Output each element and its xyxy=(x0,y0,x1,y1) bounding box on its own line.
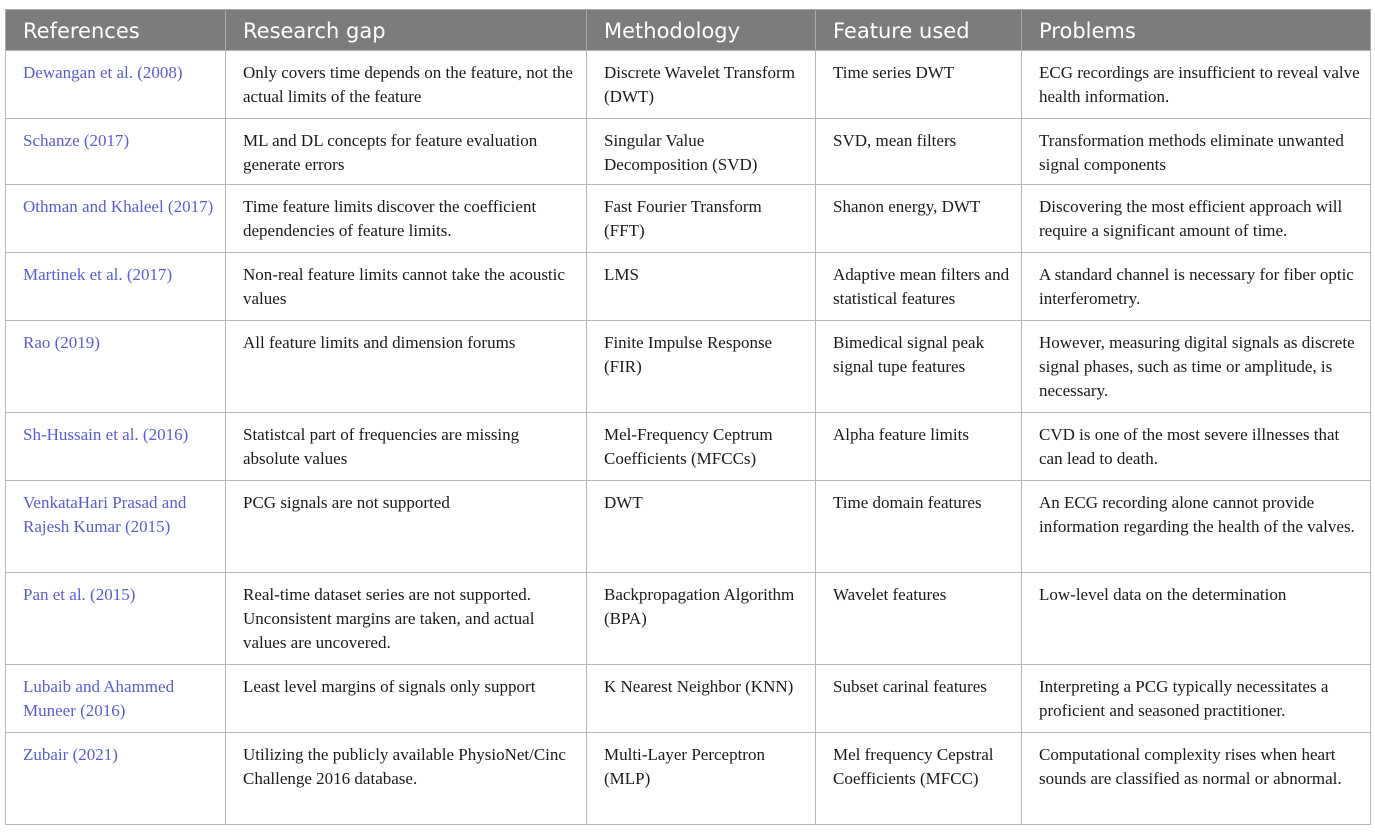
feature-used-cell: Time domain features xyxy=(816,481,1022,573)
methodology-cell: Discrete Wavelet Transform (DWT) xyxy=(587,51,816,119)
reference-link[interactable]: Dewangan et al. (2008) xyxy=(6,51,226,119)
methodology-cell: DWT xyxy=(587,481,816,573)
literature-review-table xyxy=(5,9,1371,825)
feature-used-cell: Wavelet features xyxy=(816,573,1022,665)
table-body xyxy=(6,51,1371,825)
table-row xyxy=(6,51,1371,119)
table-row xyxy=(6,481,1371,573)
research-gap-cell: Statistcal part of frequencies are missing absolute values xyxy=(226,413,587,481)
methodology-cell: K Nearest Neighbor (KNN) xyxy=(587,665,816,733)
research-gap-cell: Only covers time depends on the feature, not the actual limits of the feature xyxy=(226,51,587,119)
feature-used-cell: SVD, mean filters xyxy=(816,119,1022,185)
problems-cell: A standard channel is necessary for fiber optic interferometry. xyxy=(1022,253,1371,321)
table-row xyxy=(6,321,1371,413)
research-gap-cell: Time feature limits discover the coefficient dependencies of feature limits. xyxy=(226,185,587,253)
feature-used-cell: Subset carinal features xyxy=(816,665,1022,733)
research-gap-cell: All feature limits and dimension forums xyxy=(226,321,587,413)
methodology-cell: Mel-Frequency Ceptrum Coefficients (MFCCs) xyxy=(587,413,816,481)
header-row xyxy=(6,10,1371,51)
table-row xyxy=(6,253,1371,321)
literature-table-container xyxy=(5,9,1370,825)
feature-used-cell: Alpha feature limits xyxy=(816,413,1022,481)
header-research-gap: Research gap xyxy=(226,10,587,51)
table-row xyxy=(6,413,1371,481)
problems-cell: ECG recordings are insufficient to reveal valve health information. xyxy=(1022,51,1371,119)
header-references: References xyxy=(6,10,226,51)
feature-used-cell: Bimedical signal peak signal tupe features xyxy=(816,321,1022,413)
methodology-cell: Finite Impulse Response (FIR) xyxy=(587,321,816,413)
research-gap-cell: Non-real feature limits cannot take the acoustic values xyxy=(226,253,587,321)
table-row xyxy=(6,573,1371,665)
feature-used-cell: Adaptive mean filters and statistical features xyxy=(816,253,1022,321)
feature-used-cell: Mel frequency Cepstral Coefficients (MFCC) xyxy=(816,733,1022,825)
reference-link[interactable]: Othman and Khaleel (2017) xyxy=(6,185,226,253)
reference-link[interactable]: Rao (2019) xyxy=(6,321,226,413)
problems-cell: Low-level data on the determination xyxy=(1022,573,1371,665)
methodology-cell: LMS xyxy=(587,253,816,321)
problems-cell: CVD is one of the most severe illnesses that can lead to death. xyxy=(1022,413,1371,481)
header-problems: Problems xyxy=(1022,10,1371,51)
problems-cell: However, measuring digital signals as discrete signal phases, such as time or amplitude, is necessary. xyxy=(1022,321,1371,413)
reference-link[interactable]: Zubair (2021) xyxy=(6,733,226,825)
research-gap-cell: Least level margins of signals only support xyxy=(226,665,587,733)
methodology-cell: Backpropagation Algorithm (BPA) xyxy=(587,573,816,665)
problems-cell: Computational complexity rises when heart sounds are classified as normal or abnormal. xyxy=(1022,733,1371,825)
table-row xyxy=(6,665,1371,733)
reference-link[interactable]: Pan et al. (2015) xyxy=(6,573,226,665)
methodology-cell: Fast Fourier Transform (FFT) xyxy=(587,185,816,253)
table-header xyxy=(6,10,1371,51)
research-gap-cell: Real-time dataset series are not supported. Unconsistent margins are taken, and actual values are uncovered. xyxy=(226,573,587,665)
problems-cell: An ECG recording alone cannot provide information regarding the health of the valves. xyxy=(1022,481,1371,573)
reference-link[interactable]: Sh-Hussain et al. (2016) xyxy=(6,413,226,481)
feature-used-cell: Time series DWT xyxy=(816,51,1022,119)
problems-cell: Discovering the most efficient approach will require a significant amount of time. xyxy=(1022,185,1371,253)
problems-cell: Transformation methods eliminate unwanted signal components xyxy=(1022,119,1371,185)
reference-link[interactable]: Schanze (2017) xyxy=(6,119,226,185)
header-methodology: Methodology xyxy=(587,10,816,51)
feature-used-cell: Shanon energy, DWT xyxy=(816,185,1022,253)
table-row xyxy=(6,733,1371,825)
research-gap-cell: PCG signals are not supported xyxy=(226,481,587,573)
table-row xyxy=(6,119,1371,185)
methodology-cell: Multi-Layer Perceptron (MLP) xyxy=(587,733,816,825)
reference-link[interactable]: Martinek et al. (2017) xyxy=(6,253,226,321)
reference-link[interactable]: VenkataHari Prasad and Rajesh Kumar (2015) xyxy=(6,481,226,573)
research-gap-cell: ML and DL concepts for feature evaluation generate errors xyxy=(226,119,587,185)
methodology-cell: Singular Value Decomposition (SVD) xyxy=(587,119,816,185)
reference-link[interactable]: Lubaib and Ahammed Muneer (2016) xyxy=(6,665,226,733)
problems-cell: Interpreting a PCG typically necessitates a proficient and seasoned practitioner. xyxy=(1022,665,1371,733)
header-feature-used: Feature used xyxy=(816,10,1022,51)
research-gap-cell: Utilizing the publicly available PhysioNet/Cinc Challenge 2016 database. xyxy=(226,733,587,825)
table-row xyxy=(6,185,1371,253)
